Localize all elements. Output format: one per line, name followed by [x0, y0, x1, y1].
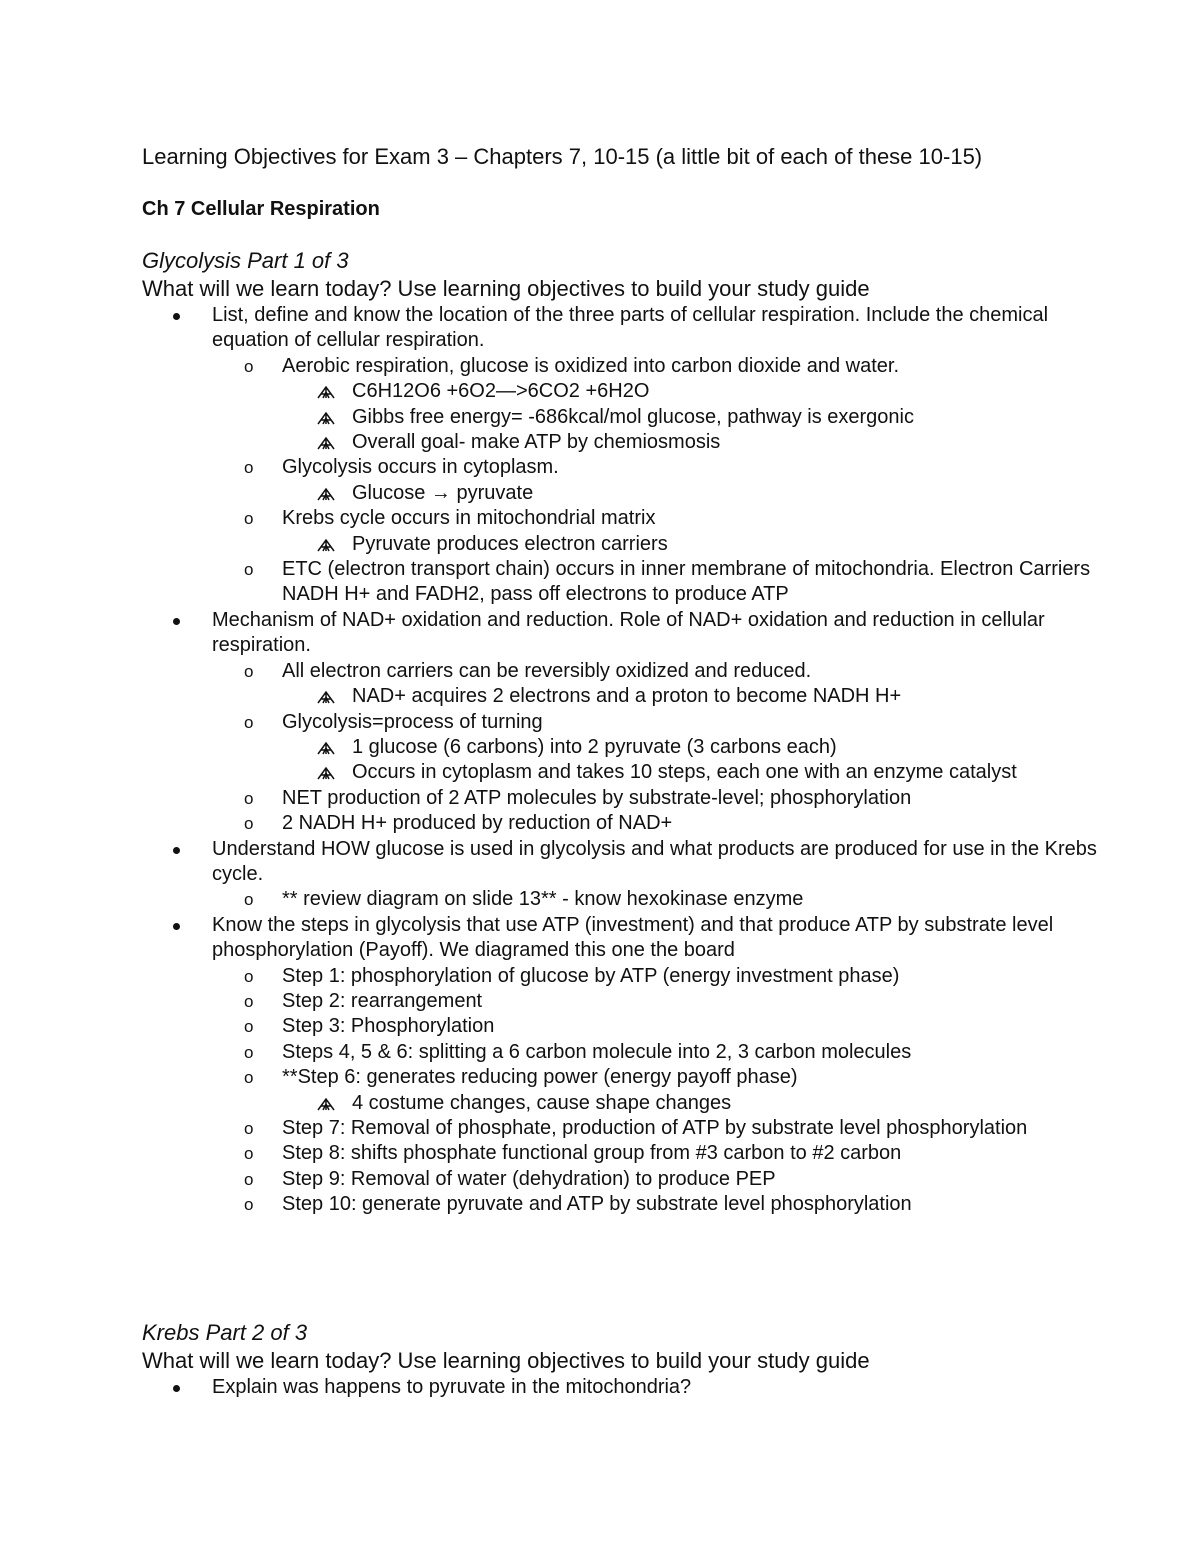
list-item-text: Step 7: Removal of phosphate, production of ATP by substrate level phosphorylation: [282, 1117, 1028, 1139]
list-item-text: Gibbs free energy= -686kcal/mol glucose, pathway is exergonic: [352, 405, 914, 428]
bullet-icon: [172, 608, 182, 633]
sub-list-item: [244, 811, 1102, 836]
bullet-icon: [172, 837, 182, 862]
list-item-text: 4 costume changes, cause shape changes: [352, 1091, 732, 1114]
list-item-text: Step 8: shifts phosphate functional group from #3 carbon to #2 carbon: [282, 1142, 902, 1165]
sub-list-item: [244, 1014, 1102, 1039]
circle-bullet-icon: o: [244, 661, 254, 681]
document-title: Learning Objectives for Exam 3 – Chapters 7, 10-15 (a little bit of each of these 10-15): [142, 144, 983, 169]
wingding-bullet-icon: [316, 689, 336, 705]
objectives-list: [142, 1375, 1102, 1400]
list-item-text: Glycolysis occurs in cytoplasm.: [282, 456, 559, 479]
list-item: [212, 913, 1102, 1218]
sub-sub-list-item: [352, 735, 1102, 760]
list-item-text: Pyruvate produces electron carriers: [352, 532, 668, 555]
sub-sub-list-item: [352, 481, 1102, 506]
bullet-icon: [172, 1375, 182, 1400]
sub-list-item: [244, 964, 1102, 989]
sub-list: [212, 964, 1102, 1218]
circle-bullet-icon: o: [244, 966, 254, 986]
list-item-text: Krebs cycle occurs in mitochondrial matrix: [282, 507, 656, 530]
sub-list-item: [244, 455, 1102, 506]
circle-bullet-icon: o: [244, 991, 254, 1011]
circle-bullet-icon: o: [244, 356, 254, 376]
sub-list-item: [244, 1040, 1102, 1065]
sub-sub-list-item: [352, 405, 1102, 430]
sub-sub-list: [282, 379, 1102, 455]
sub-sub-list: [282, 684, 1102, 709]
wingding-bullet-icon: [316, 384, 336, 400]
sub-sub-list-item: [352, 532, 1102, 557]
sub-list-item: [244, 1116, 1102, 1141]
sub-list-item: [244, 1192, 1102, 1217]
bullet-icon: [172, 303, 182, 328]
sub-list-item: [244, 557, 1102, 608]
list-item-text: List, define and know the location of the three parts of cellular respiration. Include the chemical equation of cellular respiration.: [212, 304, 1049, 352]
circle-bullet-icon: o: [244, 1119, 254, 1138]
sub-list-item: [244, 989, 1102, 1014]
wingding-bullet-icon: [316, 765, 336, 781]
list-item-text: Steps 4, 5 & 6: splitting a 6 carbon molecule into 2, 3 carbon molecules: [282, 1040, 912, 1063]
circle-bullet-icon: o: [244, 814, 254, 834]
list-item: [212, 837, 1102, 913]
objectives-list: [142, 303, 1102, 1218]
sub-list-item: [244, 1167, 1102, 1192]
list-item-text: Step 1: phosphorylation of glucose by ATP (energy investment phase): [282, 964, 900, 987]
section-subtitle: What will we learn today? Use learning objectives to build your study guide: [142, 1348, 870, 1373]
list-item-text: 1 glucose (6 carbons) into 2 pyruvate (3 carbons each): [352, 735, 837, 758]
circle-bullet-icon: o: [244, 560, 254, 580]
sub-sub-list-item: [352, 379, 1102, 404]
sub-sub-list-item: [352, 684, 1102, 709]
sub-sub-list-item: [352, 1091, 1102, 1116]
list-item-text: Overall goal- make ATP by chemiosmosis: [352, 431, 721, 454]
sub-list-item: [244, 1065, 1102, 1116]
sub-sub-list: [282, 481, 1102, 506]
wingding-bullet-icon: [316, 410, 336, 426]
list-item-text: C6H12O6 +6O2—>6CO2 +6H2O: [352, 380, 650, 403]
sub-sub-list: [282, 532, 1102, 557]
list-item-text: Understand HOW glucose is used in glycolysis and what products are produced for use in the Krebs cycle.: [212, 837, 1097, 885]
chapter-heading: Ch 7 Cellular Respiration: [142, 198, 380, 220]
list-item: [212, 1375, 1102, 1400]
wingding-bullet-icon: [316, 435, 336, 451]
wingding-bullet-icon: [316, 740, 336, 756]
list-item-text: **Step 6: generates reducing power (energy payoff phase): [282, 1066, 798, 1089]
circle-bullet-icon: o: [244, 712, 254, 732]
section-subtitle: What will we learn today? Use learning objectives to build your study guide: [142, 276, 870, 301]
list-item-text: Mechanism of NAD+ oxidation and reduction. Role of NAD+ oxidation and reduction in cellular respiration.: [212, 608, 1045, 657]
circle-bullet-icon: o: [244, 1017, 254, 1037]
sub-sub-list-item: [352, 430, 1102, 455]
list-item-text: ETC (electron transport chain) occurs in inner membrane of mitochondria. Electron Carriers NADH H+ and FADH2, pass off electrons to produce ATP: [282, 558, 1091, 606]
list-item-text: Know the steps in glycolysis that use ATP (investment) and that produce ATP by substrate level phosphorylation (Payoff). We diagramed this one the board: [212, 913, 1054, 962]
list-item-text: Aerobic respiration, glucose is oxidized into carbon dioxide and water.: [282, 354, 900, 377]
list-item-text: Step 9: Removal of water (dehydration) to produce PEP: [282, 1167, 776, 1190]
section-title: Glycolysis Part 1 of 3: [142, 248, 349, 273]
list-item: [212, 303, 1102, 608]
circle-bullet-icon: o: [244, 788, 254, 808]
bullet-icon: [172, 913, 182, 938]
list-item-text: All electron carriers can be reversibly oxidized and reduced.: [282, 659, 812, 682]
circle-bullet-icon: o: [244, 1169, 254, 1189]
list-item-text: NET production of 2 ATP molecules by substrate-level; phosphorylation: [282, 786, 912, 809]
list-item-text: 2 NADH H+ produced by reduction of NAD+: [282, 812, 673, 835]
sub-list: [212, 354, 1102, 608]
sub-list-item: [244, 354, 1102, 456]
circle-bullet-icon: o: [244, 1195, 254, 1215]
sub-list-item: [244, 887, 1102, 912]
list-item-text: Occurs in cytoplasm and takes 10 steps, each one with an enzyme catalyst: [352, 761, 1017, 784]
circle-bullet-icon: o: [244, 1042, 254, 1062]
circle-bullet-icon: o: [244, 458, 254, 478]
sub-list: [212, 659, 1102, 837]
wingding-bullet-icon: [316, 1096, 336, 1112]
list-item-text: ** review diagram on slide 13** - know hexokinase enzyme: [282, 888, 804, 911]
list-item-text: Step 3: Phosphorylation: [282, 1015, 495, 1038]
sub-list-item: [244, 1141, 1102, 1166]
sub-list-item: [244, 506, 1102, 557]
sub-sub-list-item: [352, 760, 1102, 785]
sub-list-item: [244, 786, 1102, 811]
wingding-bullet-icon: [316, 486, 336, 502]
list-item-text: Step 2: rearrangement: [282, 989, 483, 1012]
sub-list-item: [244, 659, 1102, 710]
sub-sub-list: [282, 735, 1102, 786]
list-item-text: Explain was happens to pyruvate in the mitochondria?: [212, 1376, 692, 1398]
section-glycolysis: [142, 247, 1102, 1218]
sub-list: [212, 887, 1102, 912]
circle-bullet-icon: o: [244, 1068, 254, 1088]
list-item: [212, 608, 1102, 837]
section-title: Krebs Part 2 of 3: [142, 1320, 308, 1345]
sub-sub-list: [282, 1091, 1102, 1116]
section-krebs: [142, 1319, 1102, 1400]
sub-list-item: [244, 710, 1102, 786]
circle-bullet-icon: o: [244, 890, 254, 910]
wingding-bullet-icon: [316, 537, 336, 553]
list-item-text: Glycolysis=process of turning: [282, 710, 543, 733]
list-item-text: Glucose → pyruvate: [352, 481, 534, 504]
circle-bullet-icon: o: [244, 509, 254, 529]
list-item-text: Step 10: generate pyruvate and ATP by substrate level phosphorylation: [282, 1193, 912, 1216]
list-item-text: NAD+ acquires 2 electrons and a proton to become NADH H+: [352, 685, 902, 708]
circle-bullet-icon: o: [244, 1144, 254, 1164]
